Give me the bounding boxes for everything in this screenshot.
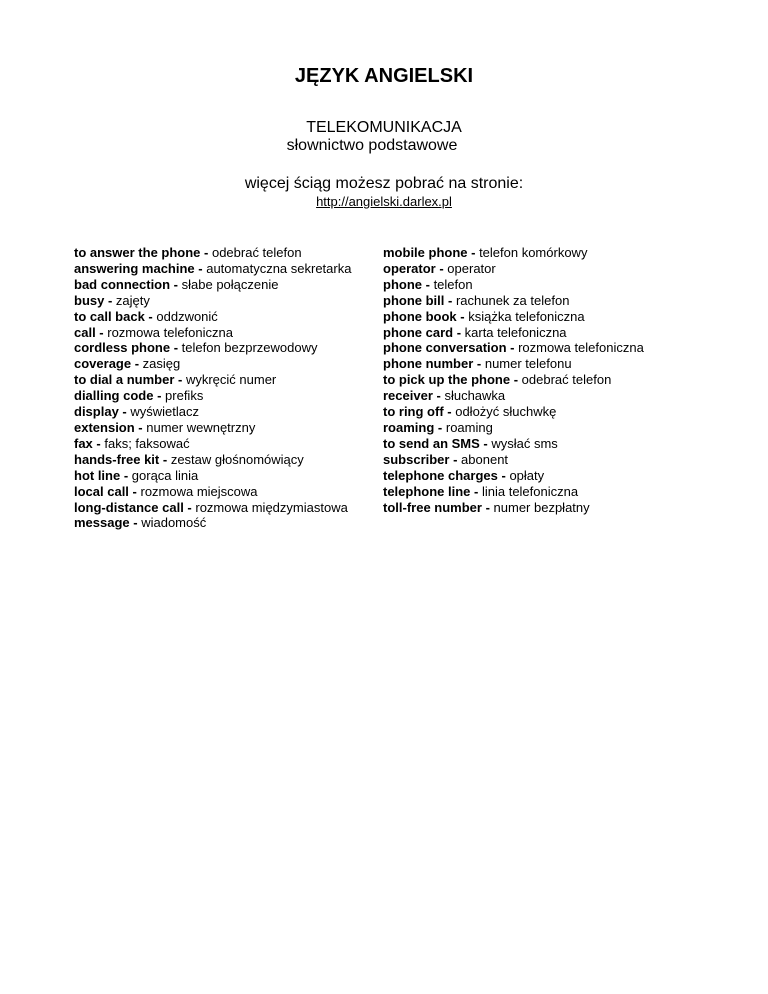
vocabulary-entry [383, 325, 644, 341]
vocabulary-term: long-distance call [74, 499, 184, 515]
website-link-container [0, 194, 768, 210]
vocabulary-entry [74, 277, 351, 293]
vocabulary-translation: roaming [445, 419, 493, 435]
vocabulary-translation: numer wewnętrzny [146, 419, 256, 435]
vocabulary-entry [74, 500, 351, 516]
term-separator: - [422, 276, 434, 292]
term-separator: - [129, 515, 142, 531]
term-separator: - [200, 245, 212, 260]
term-separator: - [456, 308, 469, 324]
vocabulary-term: fax [74, 435, 93, 451]
vocabulary-translation: numer telefonu [484, 356, 572, 372]
vocabulary-entry [74, 515, 351, 531]
vocabulary-term: subscriber [383, 451, 450, 467]
vocabulary-translation: wiadomość [141, 515, 207, 531]
vocabulary-translation: telefon komórkowy [479, 245, 588, 260]
term-separator: - [473, 356, 485, 372]
vocabulary-term: to call back [74, 308, 145, 324]
vocabulary-column-right [383, 245, 644, 515]
vocabulary-entry [383, 309, 644, 325]
vocabulary-translation: książka telefoniczna [468, 308, 585, 324]
vocabulary-translation: zajęty [115, 292, 150, 308]
vocabulary-term: bad connection [74, 276, 171, 292]
vocabulary-translation: gorąca linia [131, 467, 199, 483]
vocabulary-term: hands-free kit [74, 451, 160, 467]
vocabulary-term: mobile phone [383, 245, 468, 260]
vocabulary-translation: wysłać sms [491, 435, 558, 451]
vocabulary-term: phone card [383, 324, 454, 340]
vocabulary-term: extension [74, 419, 135, 435]
term-separator: - [174, 372, 186, 388]
vocabulary-translation: odebrać telefon [211, 245, 302, 260]
term-separator: - [497, 467, 510, 483]
vocabulary-term: message [74, 515, 130, 531]
term-separator: - [506, 340, 519, 356]
vocabulary-term: operator [383, 260, 436, 276]
vocabulary-term: display [74, 404, 119, 420]
vocabulary-entry [74, 340, 351, 356]
vocabulary-entry [74, 325, 351, 341]
vocabulary-entry [74, 452, 351, 468]
vocabulary-entry [74, 436, 351, 452]
vocabulary-term: to send an SMS [383, 435, 480, 451]
term-separator: - [432, 388, 445, 404]
vocabulary-translation: automatyczna sekretarka [206, 260, 352, 276]
term-separator: - [449, 451, 462, 467]
vocabulary-entry [383, 277, 644, 293]
vocabulary-entry [74, 484, 351, 500]
term-separator: - [481, 499, 494, 515]
vocabulary-translation: telefon [433, 276, 473, 292]
vocabulary-entry [383, 293, 644, 309]
vocabulary-entry [74, 293, 351, 309]
vocabulary-entry [74, 388, 351, 404]
vocabulary-entry [383, 436, 644, 452]
vocabulary-term: toll-free number [383, 499, 482, 515]
term-separator: - [153, 388, 166, 404]
vocabulary-translation: oddzwonić [156, 308, 218, 324]
vocabulary-term: answering machine [74, 260, 195, 276]
term-separator: - [510, 372, 522, 388]
vocabulary-entry [74, 245, 351, 261]
vocabulary-translation: operator [447, 260, 496, 276]
term-separator: - [134, 419, 147, 435]
term-separator: - [128, 483, 141, 499]
vocabulary-translation: rachunek za telefon [455, 292, 570, 308]
vocabulary-term: phone bill [383, 292, 445, 308]
vocabulary-term: to ring off [383, 404, 444, 420]
vocabulary-translation: numer bezpłatny [493, 499, 590, 515]
term-separator: - [194, 260, 207, 276]
vocabulary-term: dialling code [74, 388, 154, 404]
vocabulary-entry [383, 404, 644, 420]
website-link[interactable]: http://angielski.darlex.pl [316, 194, 452, 209]
vocabulary-translation: telefon bezprzewodowy [181, 340, 318, 356]
vocabulary-entry [383, 420, 644, 436]
subtopic-heading: słownictwo podstawowe [286, 137, 458, 154]
term-separator: - [120, 467, 132, 483]
term-separator: - [435, 260, 448, 276]
vocabulary-entry [383, 356, 644, 372]
vocabulary-term: telephone line [383, 483, 471, 499]
vocabulary-term: hot line [74, 467, 121, 483]
vocabulary-translation: wykręcić numer [185, 372, 277, 388]
vocabulary-term: to pick up the phone [383, 372, 511, 388]
vocabulary-entry [74, 404, 351, 420]
term-separator: - [434, 419, 446, 435]
vocabulary-entry [74, 372, 351, 388]
vocabulary-entry [383, 468, 644, 484]
term-separator: - [159, 451, 171, 467]
vocabulary-entry [74, 309, 351, 325]
vocabulary-entry [383, 484, 644, 500]
vocabulary-translation: słabe połączenie [181, 276, 279, 292]
term-separator: - [170, 340, 182, 356]
vocabulary-entry [383, 261, 644, 277]
vocabulary-translation: abonent [461, 451, 509, 467]
vocabulary-translation: odłożyć słuchwkę [455, 404, 557, 420]
term-separator: - [131, 356, 143, 372]
term-separator: - [118, 404, 131, 420]
vocabulary-term: busy [74, 292, 105, 308]
vocabulary-translation: faks; faksować [104, 435, 190, 451]
vocabulary-entry [383, 388, 644, 404]
vocabulary-translation: karta telefoniczna [464, 324, 567, 340]
vocabulary-entry [74, 468, 351, 484]
term-separator: - [144, 308, 157, 324]
term-separator: - [92, 435, 105, 451]
vocabulary-term: phone conversation [383, 340, 507, 356]
vocabulary-translation: rozmowa miejscowa [140, 483, 258, 499]
vocabulary-translation: prefiks [165, 388, 204, 404]
vocabulary-entry [383, 372, 644, 388]
vocabulary-entry [74, 356, 351, 372]
vocabulary-term: to dial a number [74, 372, 175, 388]
term-separator: - [443, 404, 456, 420]
vocabulary-entry [74, 261, 351, 277]
vocabulary-translation: rozmowa telefoniczna [107, 324, 233, 340]
vocabulary-translation: zestaw głośnomówiący [170, 451, 304, 467]
vocabulary-entry [74, 420, 351, 436]
vocabulary-term: to answer the phone [74, 245, 201, 260]
vocabulary-entry [383, 452, 644, 468]
vocabulary-translation: opłaty [509, 467, 545, 483]
vocabulary-term: phone [383, 276, 422, 292]
term-separator: - [467, 245, 480, 260]
vocabulary-entry [383, 500, 644, 516]
term-separator: - [453, 324, 465, 340]
vocabulary-column-left [74, 245, 351, 531]
vocabulary-translation: zasięg [142, 356, 181, 372]
vocabulary-translation: odebrać telefon [521, 372, 612, 388]
vocabulary-translation: rozmowa międzymiastowa [195, 499, 348, 515]
vocabulary-term: coverage [74, 356, 132, 372]
term-separator: - [479, 435, 492, 451]
term-separator: - [104, 292, 116, 308]
term-separator: - [444, 292, 456, 308]
vocabulary-translation: słuchawka [444, 388, 506, 404]
vocabulary-translation: wyświetlacz [130, 404, 199, 420]
vocabulary-entry [383, 340, 644, 356]
vocabulary-entry [383, 245, 644, 261]
vocabulary-term: phone number [383, 356, 474, 372]
vocabulary-term: call [74, 324, 96, 340]
vocabulary-term: local call [74, 483, 129, 499]
term-separator: - [183, 499, 196, 515]
vocabulary-translation: rozmowa telefoniczna [518, 340, 644, 356]
vocabulary-term: cordless phone [74, 340, 171, 356]
more-info-text: więcej ściąg możesz pobrać na stronie: [244, 175, 524, 192]
term-separator: - [470, 483, 482, 499]
vocabulary-translation: linia telefoniczna [481, 483, 579, 499]
vocabulary-term: phone book [383, 308, 457, 324]
page-title: JĘZYK ANGIELSKI [294, 65, 474, 87]
term-separator: - [95, 324, 108, 340]
vocabulary-term: receiver [383, 388, 433, 404]
vocabulary-term: roaming [383, 419, 435, 435]
topic-heading: TELEKOMUNIKACJA [306, 119, 462, 136]
term-separator: - [170, 276, 182, 292]
vocabulary-term: telephone charges [383, 467, 498, 483]
